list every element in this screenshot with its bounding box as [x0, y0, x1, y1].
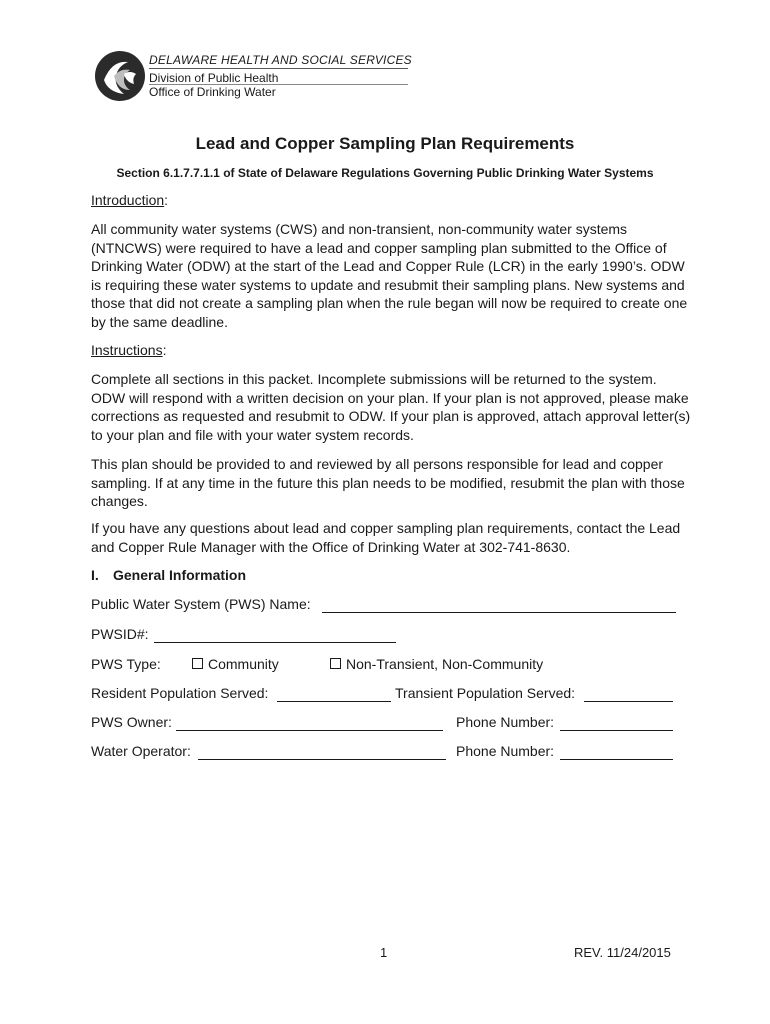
pws-owner-label: PWS Owner:: [91, 714, 172, 730]
pwsid-label: PWSID#:: [91, 626, 149, 642]
letterhead-office: Office of Drinking Water: [149, 85, 276, 99]
instructions-paragraph: Complete all sections in this packet. Incomplete submissions will be returned to the system. ODW will respond with a written decision on your plan. If your plan is not approved, please make corrections as requested and resubmit to ODW. If your plan is approved, attach approval letter(s) to your plan and file with your water system records.: [91, 371, 691, 443]
operator-phone-field[interactable]: [560, 744, 673, 760]
letterhead-divider: [149, 68, 408, 69]
pws-type-community-option[interactable]: Community: [192, 656, 279, 672]
pws-type-ntnc-option[interactable]: Non-Transient, Non-Community: [330, 656, 543, 672]
pws-type-label: PWS Type:: [91, 656, 161, 672]
pwsid-field[interactable]: [154, 627, 396, 643]
pws-owner-field[interactable]: [176, 715, 443, 731]
water-operator-label: Water Operator:: [91, 743, 191, 759]
pws-name-label: Public Water System (PWS) Name:: [91, 596, 311, 612]
resident-population-label: Resident Population Served:: [91, 685, 269, 701]
page-number: 1: [380, 945, 388, 960]
letterhead-department: DELAWARE HEALTH AND SOCIAL SERVICES: [149, 53, 412, 67]
page-title: Lead and Copper Sampling Plan Requirements: [195, 134, 575, 153]
introduction-text: All community water systems (CWS) and non-transient, non-community water systems (NTNCWS) were required to have a lead and copper sampling plan submitted to the Office of Drinking Water (ODW) at the start of the Lead and Copper Rule (LCR) in the early 1990’s. ODW is requiring these water systems to update and resubmit their sampling plans. New systems and those that did not create a sampling plan when the rule began will now be required to create one by the same deadline.: [91, 221, 688, 330]
transient-population-label: Transient Population Served:: [395, 685, 576, 701]
instructions-paragraph: If you have any questions about lead and copper sampling plan requirements, contact the Lead and Copper Rule Manager with the Office of Drinking Water at 302-741-8630.: [91, 520, 681, 555]
revision-date: REV. 11/24/2015: [574, 945, 671, 960]
instructions-paragraph: This plan should be provided to and reviewed by all persons responsible for lead and copper sampling. If at any time in the future this plan needs to be modified, resubmit the plan with those changes.: [91, 456, 685, 510]
checkbox-icon[interactable]: [192, 658, 203, 669]
introduction-heading: Introduction:: [91, 192, 169, 208]
section-heading: I. General Information: [91, 567, 247, 583]
owner-phone-label: Phone Number:: [456, 714, 555, 730]
letterhead-division: Division of Public Health: [149, 71, 279, 85]
checkbox-icon[interactable]: [330, 658, 341, 669]
operator-phone-label: Phone Number:: [456, 743, 555, 759]
transient-population-field[interactable]: [584, 686, 673, 702]
instructions-heading: Instructions:: [91, 342, 167, 358]
resident-population-field[interactable]: [277, 686, 391, 702]
water-operator-field[interactable]: [198, 744, 446, 760]
owner-phone-field[interactable]: [560, 715, 673, 731]
pws-name-field[interactable]: [322, 597, 676, 613]
page-subtitle: Section 6.1.7.7.1.1 of State of Delaware Regulations Governing Public Drinking Water Systems: [116, 166, 654, 180]
dhss-logo: [94, 50, 146, 102]
